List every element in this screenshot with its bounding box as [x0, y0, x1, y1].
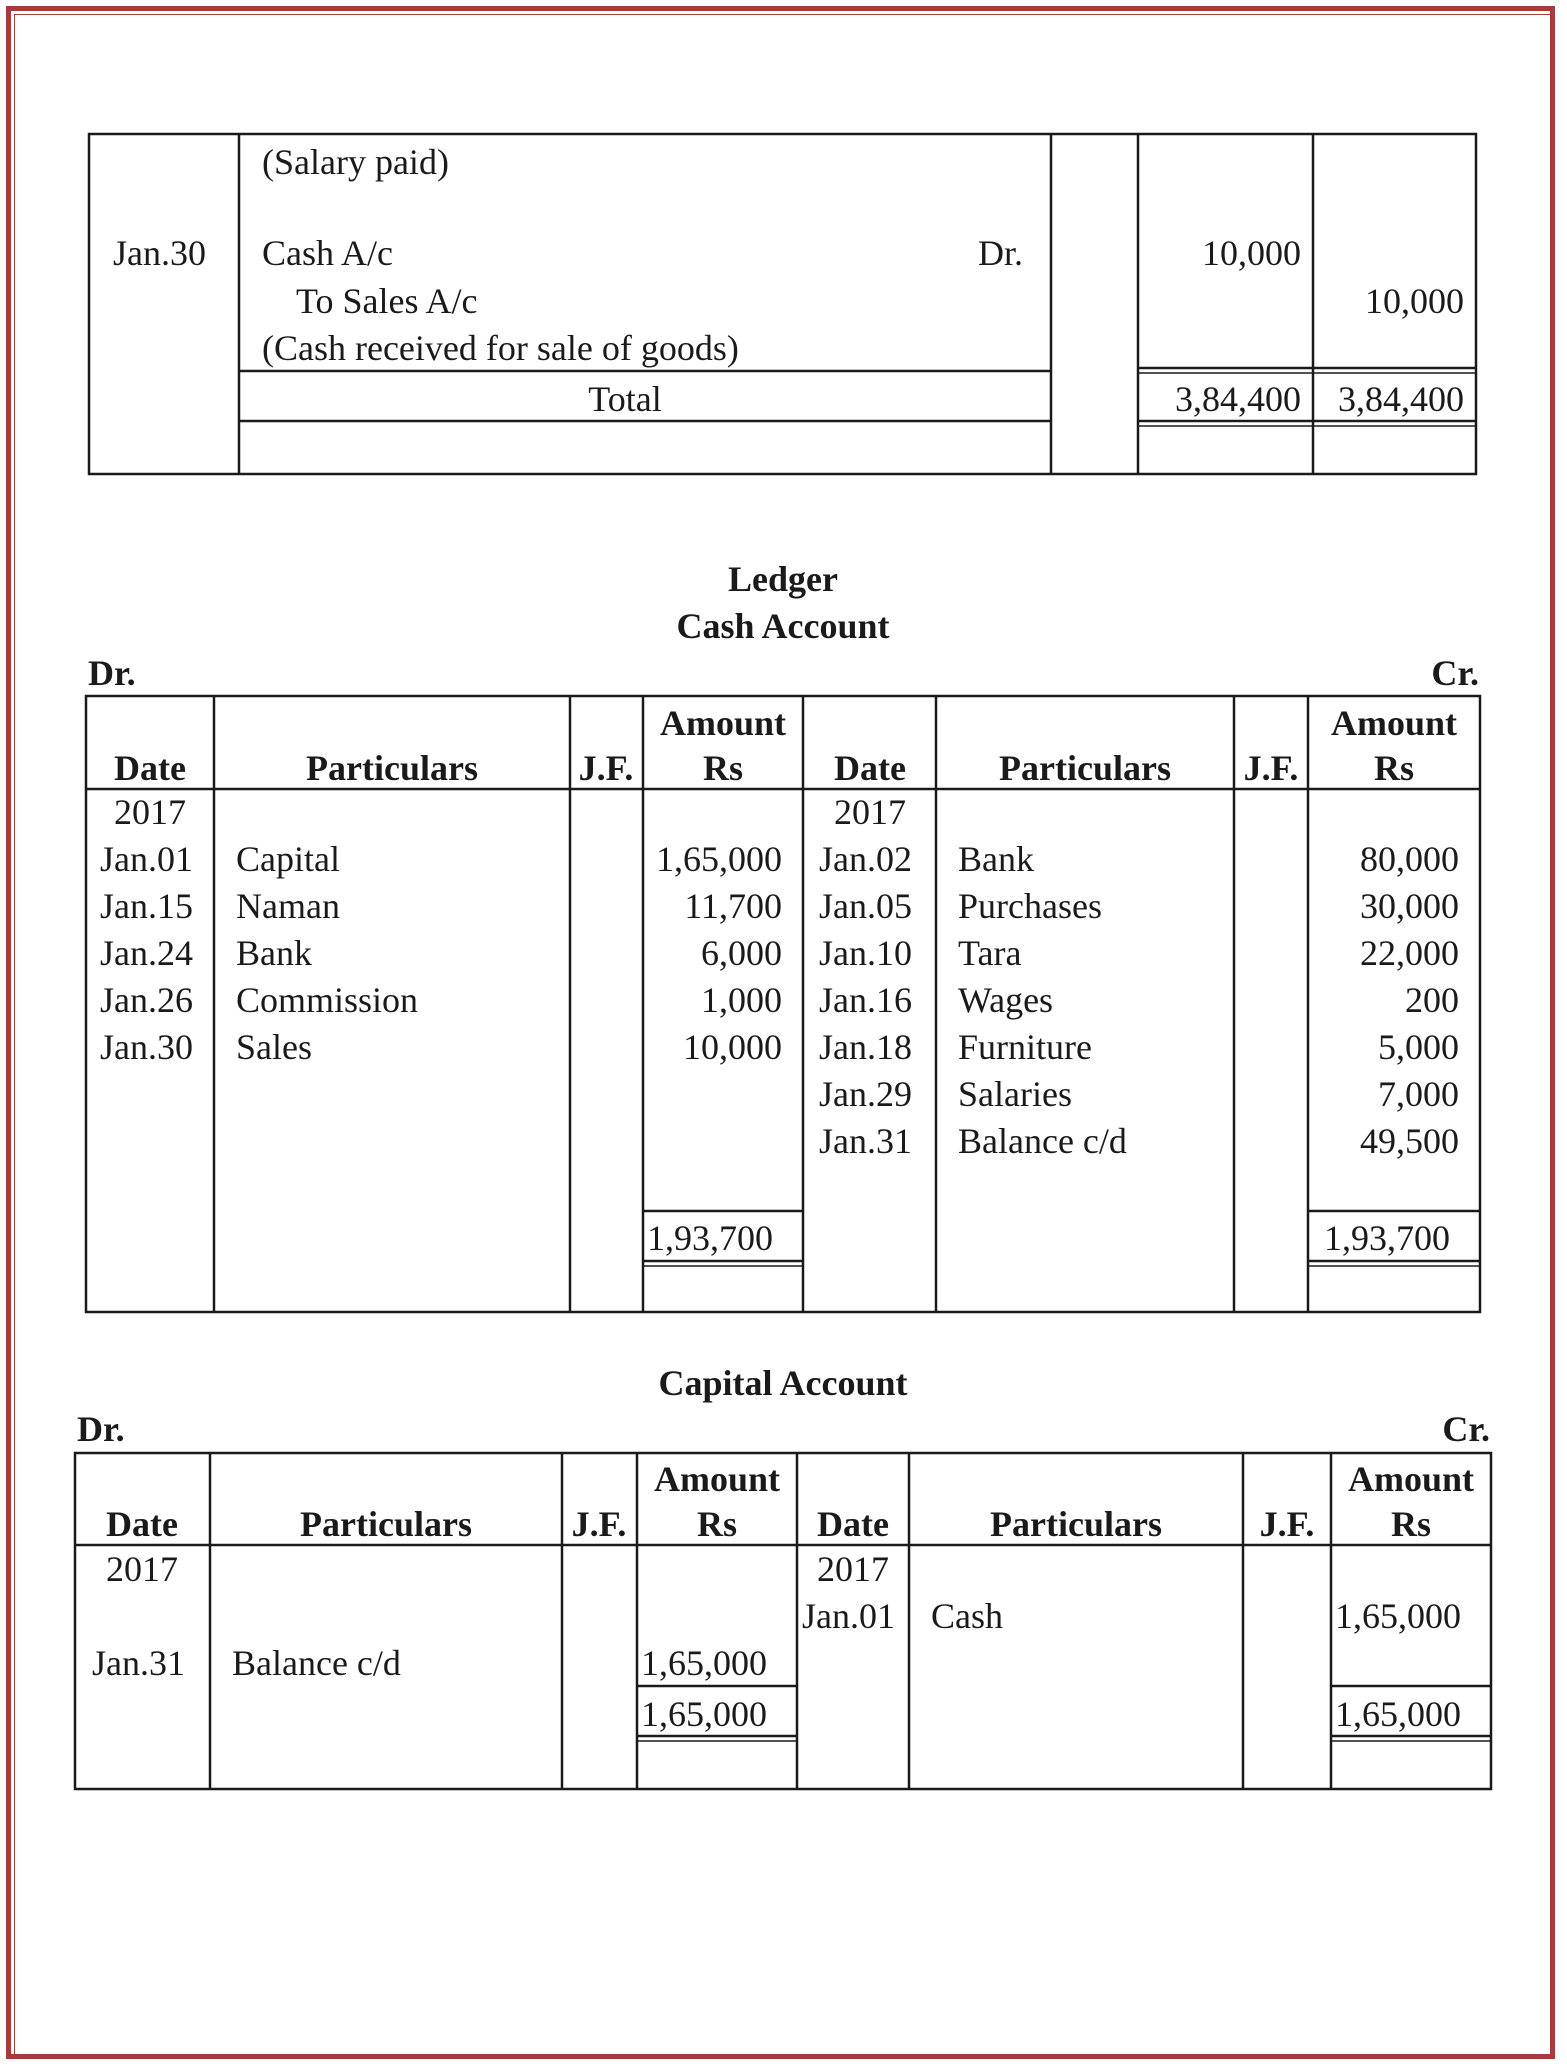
cash-dr-date: Jan.24 — [100, 933, 193, 973]
cash-cr-date: Jan.05 — [819, 886, 912, 926]
journal-total-label: Total — [588, 379, 662, 419]
cash-dr-date: Jan.01 — [100, 839, 193, 879]
journal-credit-amount: 10,000 — [1365, 281, 1464, 321]
cash-dr-date: Jan.30 — [100, 1027, 193, 1067]
ledger-heading: Ledger — [728, 559, 838, 599]
cash-cr-particulars: Purchases — [958, 886, 1102, 926]
capital-header-rs-dr: Rs — [696, 1504, 738, 1544]
cash-cr-date: Jan.16 — [819, 980, 912, 1020]
cash-dr-particulars: Capital — [236, 839, 340, 879]
cash-cr-amount: 49,500 — [1360, 1121, 1459, 1161]
capital-dr-label: Dr. — [77, 1409, 125, 1449]
capital-credit-total: 1,65,000 — [1335, 1694, 1461, 1734]
capital-account-title: Capital Account — [658, 1363, 908, 1403]
cash-dr-particulars: Commission — [236, 980, 419, 1020]
capital-header-rs-cr: Rs — [1390, 1504, 1432, 1544]
cash-dr-date: Jan.26 — [100, 980, 193, 1020]
capital-header-amount-cr: Amount — [1347, 1459, 1475, 1499]
capital-cr-particulars: Cash — [931, 1596, 1003, 1636]
cash-cr-particulars: Tara — [958, 933, 1022, 973]
cash-cr-date: Jan.18 — [819, 1027, 912, 1067]
capital-header-jf-cr: J.F. — [1259, 1504, 1315, 1544]
capital-cr-label: Cr. — [1442, 1409, 1490, 1449]
capital-header-jf-dr: J.F. — [571, 1504, 627, 1544]
journal-credit-account: To Sales A/c — [296, 281, 478, 321]
cash-cr-amount: 5,000 — [1378, 1027, 1459, 1067]
capital-header-date-dr: Date — [106, 1504, 178, 1544]
cash-header-jf-cr: J.F. — [1243, 748, 1299, 788]
cash-dr-amount: 11,700 — [684, 886, 782, 926]
cash-cr-particulars: Bank — [958, 839, 1034, 879]
journal-debit-account: Cash A/c — [262, 233, 393, 273]
cash-cr-amount: 80,000 — [1360, 839, 1459, 879]
cash-dr-amount: 10,000 — [683, 1027, 782, 1067]
cash-account-title: Cash Account — [676, 606, 890, 646]
cash-header-particulars-cr: Particulars — [999, 748, 1171, 788]
cash-header-amount-dr: Amount — [659, 703, 787, 743]
cash-cr-date: Jan.02 — [819, 839, 912, 879]
journal-dr-marker: Dr. — [978, 233, 1023, 273]
cash-cr-particulars: Wages — [958, 980, 1054, 1020]
cash-header-rs-cr: Rs — [1373, 748, 1415, 788]
capital-cr-amount: 1,65,000 — [1335, 1596, 1461, 1636]
cash-header-rs-dr: Rs — [702, 748, 744, 788]
journal-debit-amount: 10,000 — [1202, 233, 1301, 273]
cash-dr-amount: 1,65,000 — [656, 839, 782, 879]
capital-account — [77, 1363, 1490, 1734]
capital-header-particulars-dr: Particulars — [300, 1504, 472, 1544]
cash-cr-amount: 30,000 — [1360, 886, 1459, 926]
cash-credit-total: 1,93,700 — [1324, 1218, 1450, 1258]
cash-cr-particulars: Furniture — [958, 1027, 1092, 1067]
cash-dr-particulars: Sales — [236, 1027, 312, 1067]
journal-narration: (Cash received for sale of goods) — [262, 328, 739, 368]
cash-cr-date: Jan.10 — [819, 933, 912, 973]
journal-total-debit: 3,84,400 — [1175, 379, 1301, 419]
journal-entry — [113, 142, 1464, 419]
capital-header-date-cr: Date — [817, 1504, 889, 1544]
capital-dr-amount: 1,65,000 — [641, 1643, 767, 1683]
cash-header-jf-dr: J.F. — [578, 748, 634, 788]
cash-debit-total: 1,93,700 — [647, 1218, 773, 1258]
cash-cr-label: Cr. — [1431, 653, 1479, 693]
capital-cr-date: Jan.01 — [802, 1596, 895, 1636]
capital-year-dr: 2017 — [106, 1549, 178, 1589]
cash-header-particulars-dr: Particulars — [306, 748, 478, 788]
cash-dr-particulars: Naman — [236, 886, 340, 926]
cash-dr-particulars: Bank — [236, 933, 312, 973]
cash-year-cr: 2017 — [834, 792, 906, 832]
cash-header-amount-cr: Amount — [1330, 703, 1458, 743]
cash-header-date-dr: Date — [114, 748, 186, 788]
cash-cr-amount: 22,000 — [1360, 933, 1459, 973]
cash-cr-date: Jan.29 — [819, 1074, 912, 1114]
cash-dr-label: Dr. — [88, 653, 136, 693]
cash-header-date-cr: Date — [834, 748, 906, 788]
cash-cr-date: Jan.31 — [819, 1121, 912, 1161]
capital-year-cr: 2017 — [817, 1549, 889, 1589]
cash-dr-amount: 6,000 — [701, 933, 782, 973]
cash-dr-amount: 1,000 — [701, 980, 782, 1020]
cash-cr-amount: 7,000 — [1378, 1074, 1459, 1114]
cash-dr-date: Jan.15 — [100, 886, 193, 926]
journal-total-credit: 3,84,400 — [1338, 379, 1464, 419]
cash-cr-particulars: Salaries — [958, 1074, 1072, 1114]
cash-account — [88, 559, 1479, 1258]
capital-header-particulars-cr: Particulars — [990, 1504, 1162, 1544]
journal-date: Jan.30 — [113, 233, 206, 273]
cash-year-dr: 2017 — [114, 792, 186, 832]
cash-cr-amount: 200 — [1405, 980, 1459, 1020]
cash-cr-particulars: Balance c/d — [958, 1121, 1127, 1161]
capital-dr-date: Jan.31 — [92, 1643, 185, 1683]
capital-header-amount-dr: Amount — [653, 1459, 781, 1499]
salary-paid-narration: (Salary paid) — [262, 142, 449, 182]
capital-dr-particulars: Balance c/d — [232, 1643, 401, 1683]
capital-debit-total: 1,65,000 — [641, 1694, 767, 1734]
